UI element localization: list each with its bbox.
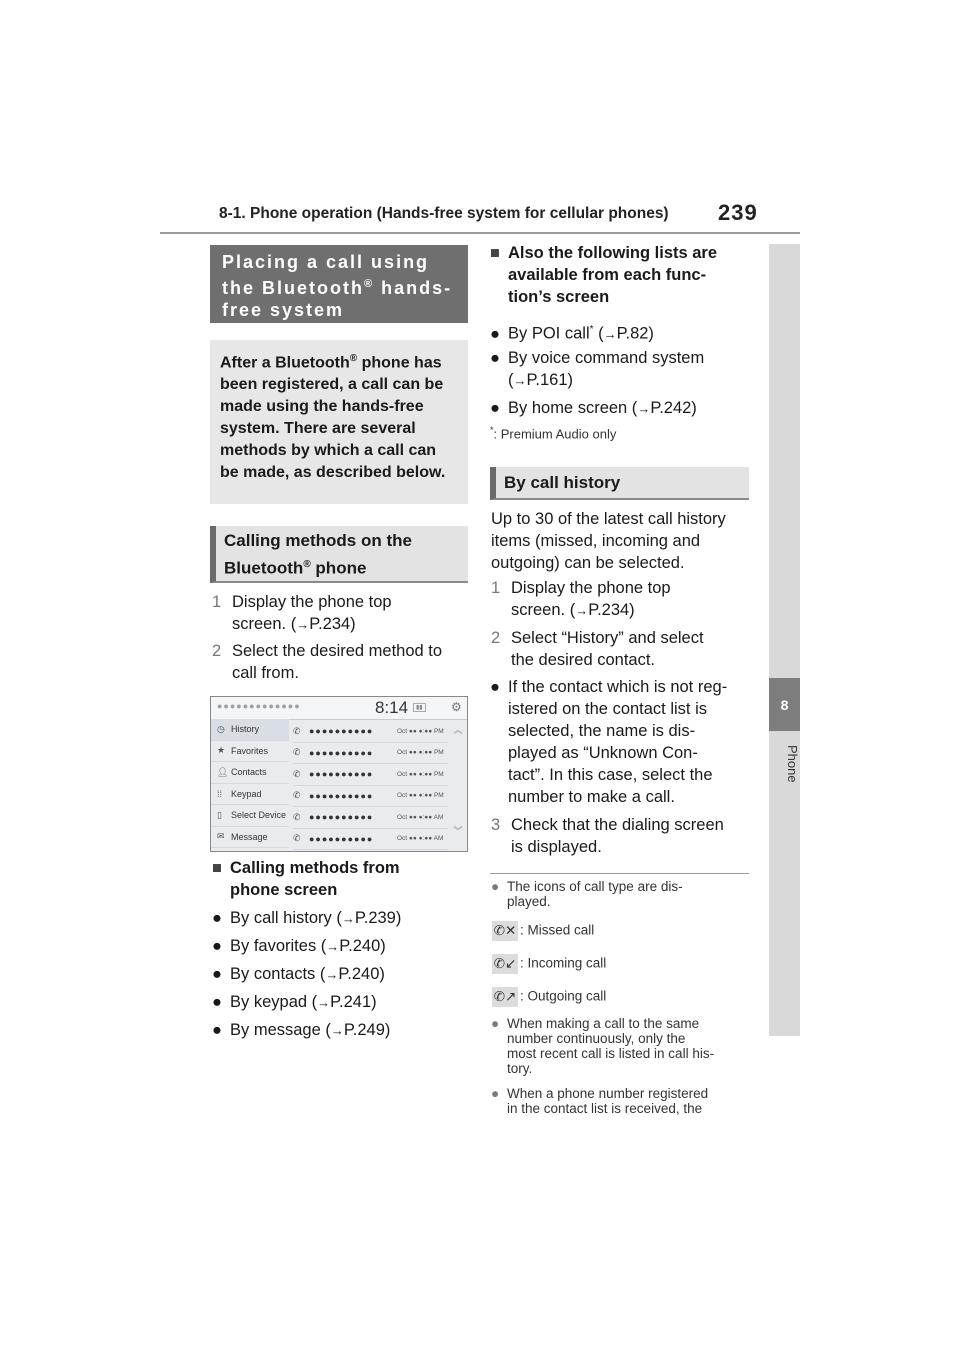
- missed-call-icon: ✆: [293, 768, 301, 779]
- chevron-up-icon[interactable]: ︽: [453, 725, 463, 735]
- clock-icon: ◷: [217, 723, 225, 734]
- note-same-number: ● When making a call to the same number continuously, only the most recent call is listed in call his- tory.: [491, 1016, 715, 1076]
- arrow-icon: →: [341, 911, 355, 926]
- menu-item-message[interactable]: ✉ Message: [211, 827, 289, 849]
- gear-icon[interactable]: ⚙: [451, 700, 462, 714]
- table-row[interactable]: ✆ ●●●●●●●●●● Oct ●● ●:●● PM: [293, 743, 448, 765]
- star-icon: ★: [217, 745, 226, 756]
- legend-outgoing-call: ✆↗ : Outgoing call: [492, 987, 606, 1007]
- call-history-list: [293, 721, 448, 850]
- table-row[interactable]: ✆ ●●●●●●●●●● Oct ●● ●:●● AM: [293, 829, 448, 851]
- keypad-icon: ⁞⁞: [217, 788, 223, 799]
- arrow-icon: →: [513, 373, 527, 388]
- list-item: ● By keypad (→P.241): [212, 993, 377, 1011]
- history-step-1: 1 Display the phone top screen. (→P.234): [491, 579, 671, 619]
- page-number: 239: [718, 200, 758, 225]
- menu-item-contacts[interactable]: 👤︎ Contacts: [211, 762, 289, 784]
- device-name-placeholder: ●●●●●●●●●●●●●: [217, 701, 301, 711]
- person-icon: 👤︎: [217, 766, 229, 777]
- arrow-icon: →: [575, 603, 589, 618]
- missed-call-icon: ✆✕: [492, 921, 518, 941]
- list-item-home: ● By home screen (→P.242): [490, 399, 697, 417]
- bullet-icon: ●: [212, 937, 222, 955]
- chevron-down-icon[interactable]: ︾: [453, 826, 463, 836]
- note-bullet-icon: ●: [491, 1086, 500, 1101]
- bullet-icon: ●: [490, 324, 500, 343]
- note-bullet-icon: ●: [491, 879, 500, 894]
- also-lists-heading: ■ Also the following lists are available from each func- tion’s screen: [490, 244, 718, 306]
- arrow-icon: →: [317, 995, 331, 1010]
- heading-calling-methods: Calling methods on the Bluetooth® phone: [210, 526, 468, 583]
- note-icon-types: ● The icons of call type are dis- played.: [491, 879, 683, 909]
- arrow-icon: →: [603, 326, 617, 342]
- menu-item-history[interactable]: ◷ History: [211, 719, 289, 741]
- chapter-label: Phone: [785, 745, 800, 783]
- heading-placing-call: Placing a call using the Bluetooth® hands-free system: [210, 245, 468, 323]
- list-item-voice: ● By voice command system (→P.161): [490, 349, 705, 389]
- bullet-icon: ●: [212, 909, 222, 927]
- message-icon: ✉: [217, 831, 225, 842]
- call-history-description: Up to 30 of the latest call history items (missed, incoming and outgoing) can be selected.: [491, 510, 726, 572]
- menu-item-favorites[interactable]: ★ Favorites: [211, 741, 289, 763]
- bullet-icon: ●: [490, 349, 500, 367]
- status-indicator-icon: ▮▮: [413, 703, 426, 712]
- note-bullet-icon: ●: [491, 1016, 500, 1031]
- bullet-icon: ●: [490, 678, 500, 696]
- device-icon: ▯: [217, 809, 222, 820]
- note-registered-number: ● When a phone number registered in the contact list is received, the: [491, 1086, 709, 1116]
- step-2: 2 Select the desired method to call from.: [212, 642, 443, 682]
- square-bullet-icon: ■: [212, 859, 222, 877]
- screen-side-menu: [211, 719, 289, 848]
- outgoing-call-icon: ✆: [293, 747, 301, 758]
- chapter-number: 8: [769, 678, 800, 731]
- arrow-icon: →: [330, 1023, 344, 1038]
- square-bullet-icon: ■: [490, 244, 500, 262]
- footnote: *: Premium Audio only: [490, 425, 617, 442]
- table-row[interactable]: ✆ ●●●●●●●●●● Oct ●● ●:●● PM: [293, 764, 448, 786]
- menu-item-keypad[interactable]: ⁞⁞ Keypad: [211, 784, 289, 806]
- menu-item-select-device[interactable]: ▯ Select Device: [211, 805, 289, 827]
- phone-screen-illustration: [210, 696, 468, 852]
- list-item: ● By contacts (→P.240): [212, 965, 385, 983]
- history-step-3: 3 Check that the dialing screen is displayed.: [491, 816, 724, 856]
- notes-divider: [490, 873, 749, 874]
- outgoing-call-icon: ✆↗: [492, 987, 518, 1007]
- incoming-call-icon: ✆: [293, 790, 301, 801]
- arrow-icon: →: [325, 967, 339, 982]
- screen-clock: 8:14: [375, 698, 409, 717]
- heading-by-call-history: By call history: [490, 467, 749, 500]
- list-item-poi: ● By POI call* (→P.82): [490, 324, 654, 343]
- bullet-icon: ●: [212, 993, 222, 1011]
- bullet-icon: ●: [212, 1021, 222, 1039]
- header-divider: [160, 232, 800, 234]
- section-title: 8-1. Phone operation (Hands-free system for cellular phones): [219, 205, 669, 222]
- step-1: 1 Display the phone top screen. (→P.234): [212, 593, 392, 633]
- intro-box: After a Bluetooth® phone has been registered, a call can be made using the hands-free system. There are several methods by which a call can be made, as described below.: [210, 340, 468, 504]
- incoming-call-icon: ✆↙: [492, 954, 518, 974]
- legend-incoming-call: ✆↙ : Incoming call: [492, 954, 606, 974]
- bullet-icon: ●: [490, 399, 500, 417]
- screen-status-bar: [211, 697, 467, 720]
- outgoing-call-icon: ✆: [293, 725, 301, 736]
- legend-missed-call: ✆✕ : Missed call: [492, 921, 594, 941]
- bullet-icon: ●: [212, 965, 222, 983]
- table-row[interactable]: ✆ ●●●●●●●●●● Oct ●● ●:●● AM: [293, 807, 448, 829]
- phone-screen-methods-heading: ■ Calling methods from phone screen: [212, 859, 400, 899]
- history-step-2: 2 Select “History” and select the desired contact.: [491, 629, 704, 669]
- table-row[interactable]: ✆ ●●●●●●●●●● Oct ●● ●:●● PM: [293, 786, 448, 808]
- list-item: ● By call history (→P.239): [212, 909, 402, 927]
- arrow-icon: →: [637, 401, 651, 416]
- list-item: ● By message (→P.249): [212, 1021, 391, 1039]
- outgoing-call-icon: ✆: [293, 811, 301, 822]
- table-row[interactable]: ✆ ●●●●●●●●●● Oct ●● ●:●● PM: [293, 721, 448, 743]
- screen-scrollbar[interactable]: [451, 723, 465, 847]
- chapter-tab-bar: [769, 244, 800, 1036]
- outgoing-call-icon: ✆: [293, 833, 301, 844]
- arrow-icon: →: [296, 617, 310, 632]
- unknown-contact-bullet: ● If the contact which is not reg- istered on the contact list is selected, the name is dis- played as “Unknown Con- tact”. In this case, select the number to make a call.: [490, 678, 728, 806]
- list-item: ● By favorites (→P.240): [212, 937, 386, 955]
- arrow-icon: →: [326, 939, 340, 954]
